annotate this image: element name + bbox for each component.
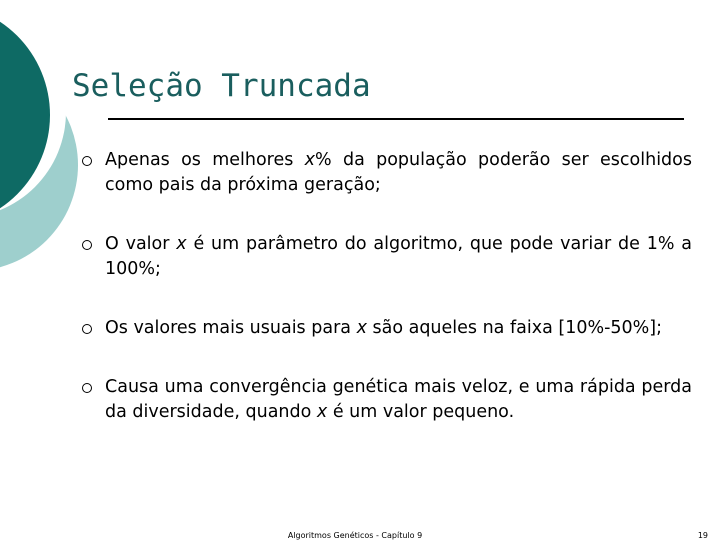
bullet-list <box>80 148 692 459</box>
bullet-text-after: são aqueles na faixa [10%-50%]; <box>366 318 663 338</box>
bullet-variable: x <box>304 150 316 170</box>
bullet-text-before: O valor <box>105 234 177 254</box>
bullet-text-before: Causa uma convergência genética mais veloz, e uma rápida perda da diversidade, quando <box>105 377 692 422</box>
title-underline <box>108 118 684 120</box>
bullet-item <box>80 148 692 198</box>
bullet-item <box>80 375 692 425</box>
bullet-circle-icon <box>82 156 92 166</box>
bullet-variable: x <box>176 234 187 254</box>
slide-footer <box>0 530 720 542</box>
bullet-text-after: é um parâmetro do algoritmo, que pode variar de 1% a 100%; <box>105 234 692 279</box>
bullet-variable: x <box>316 402 328 422</box>
bullet-circle-icon <box>82 324 92 334</box>
bullet-text-after: é um valor pequeno. <box>327 402 515 422</box>
decorative-circles <box>0 0 80 290</box>
bullet-variable: x <box>356 318 367 338</box>
slide-title: Seleção Truncada <box>72 68 371 104</box>
bullet-item <box>80 316 692 341</box>
bullet-circle-icon <box>82 240 92 250</box>
bullet-text-before: Apenas os melhores <box>105 150 305 170</box>
bullet-text-after: % da população poderão ser escolhidos como pais da próxima geração; <box>105 150 692 195</box>
bullet-text-before: Os valores mais usuais para <box>105 318 357 338</box>
bullet-circle-icon <box>82 383 92 393</box>
bullet-item <box>80 232 692 282</box>
page-number: 19 <box>697 531 708 540</box>
footer-text: Algoritmos Genéticos - Capítulo 9 <box>287 531 423 540</box>
